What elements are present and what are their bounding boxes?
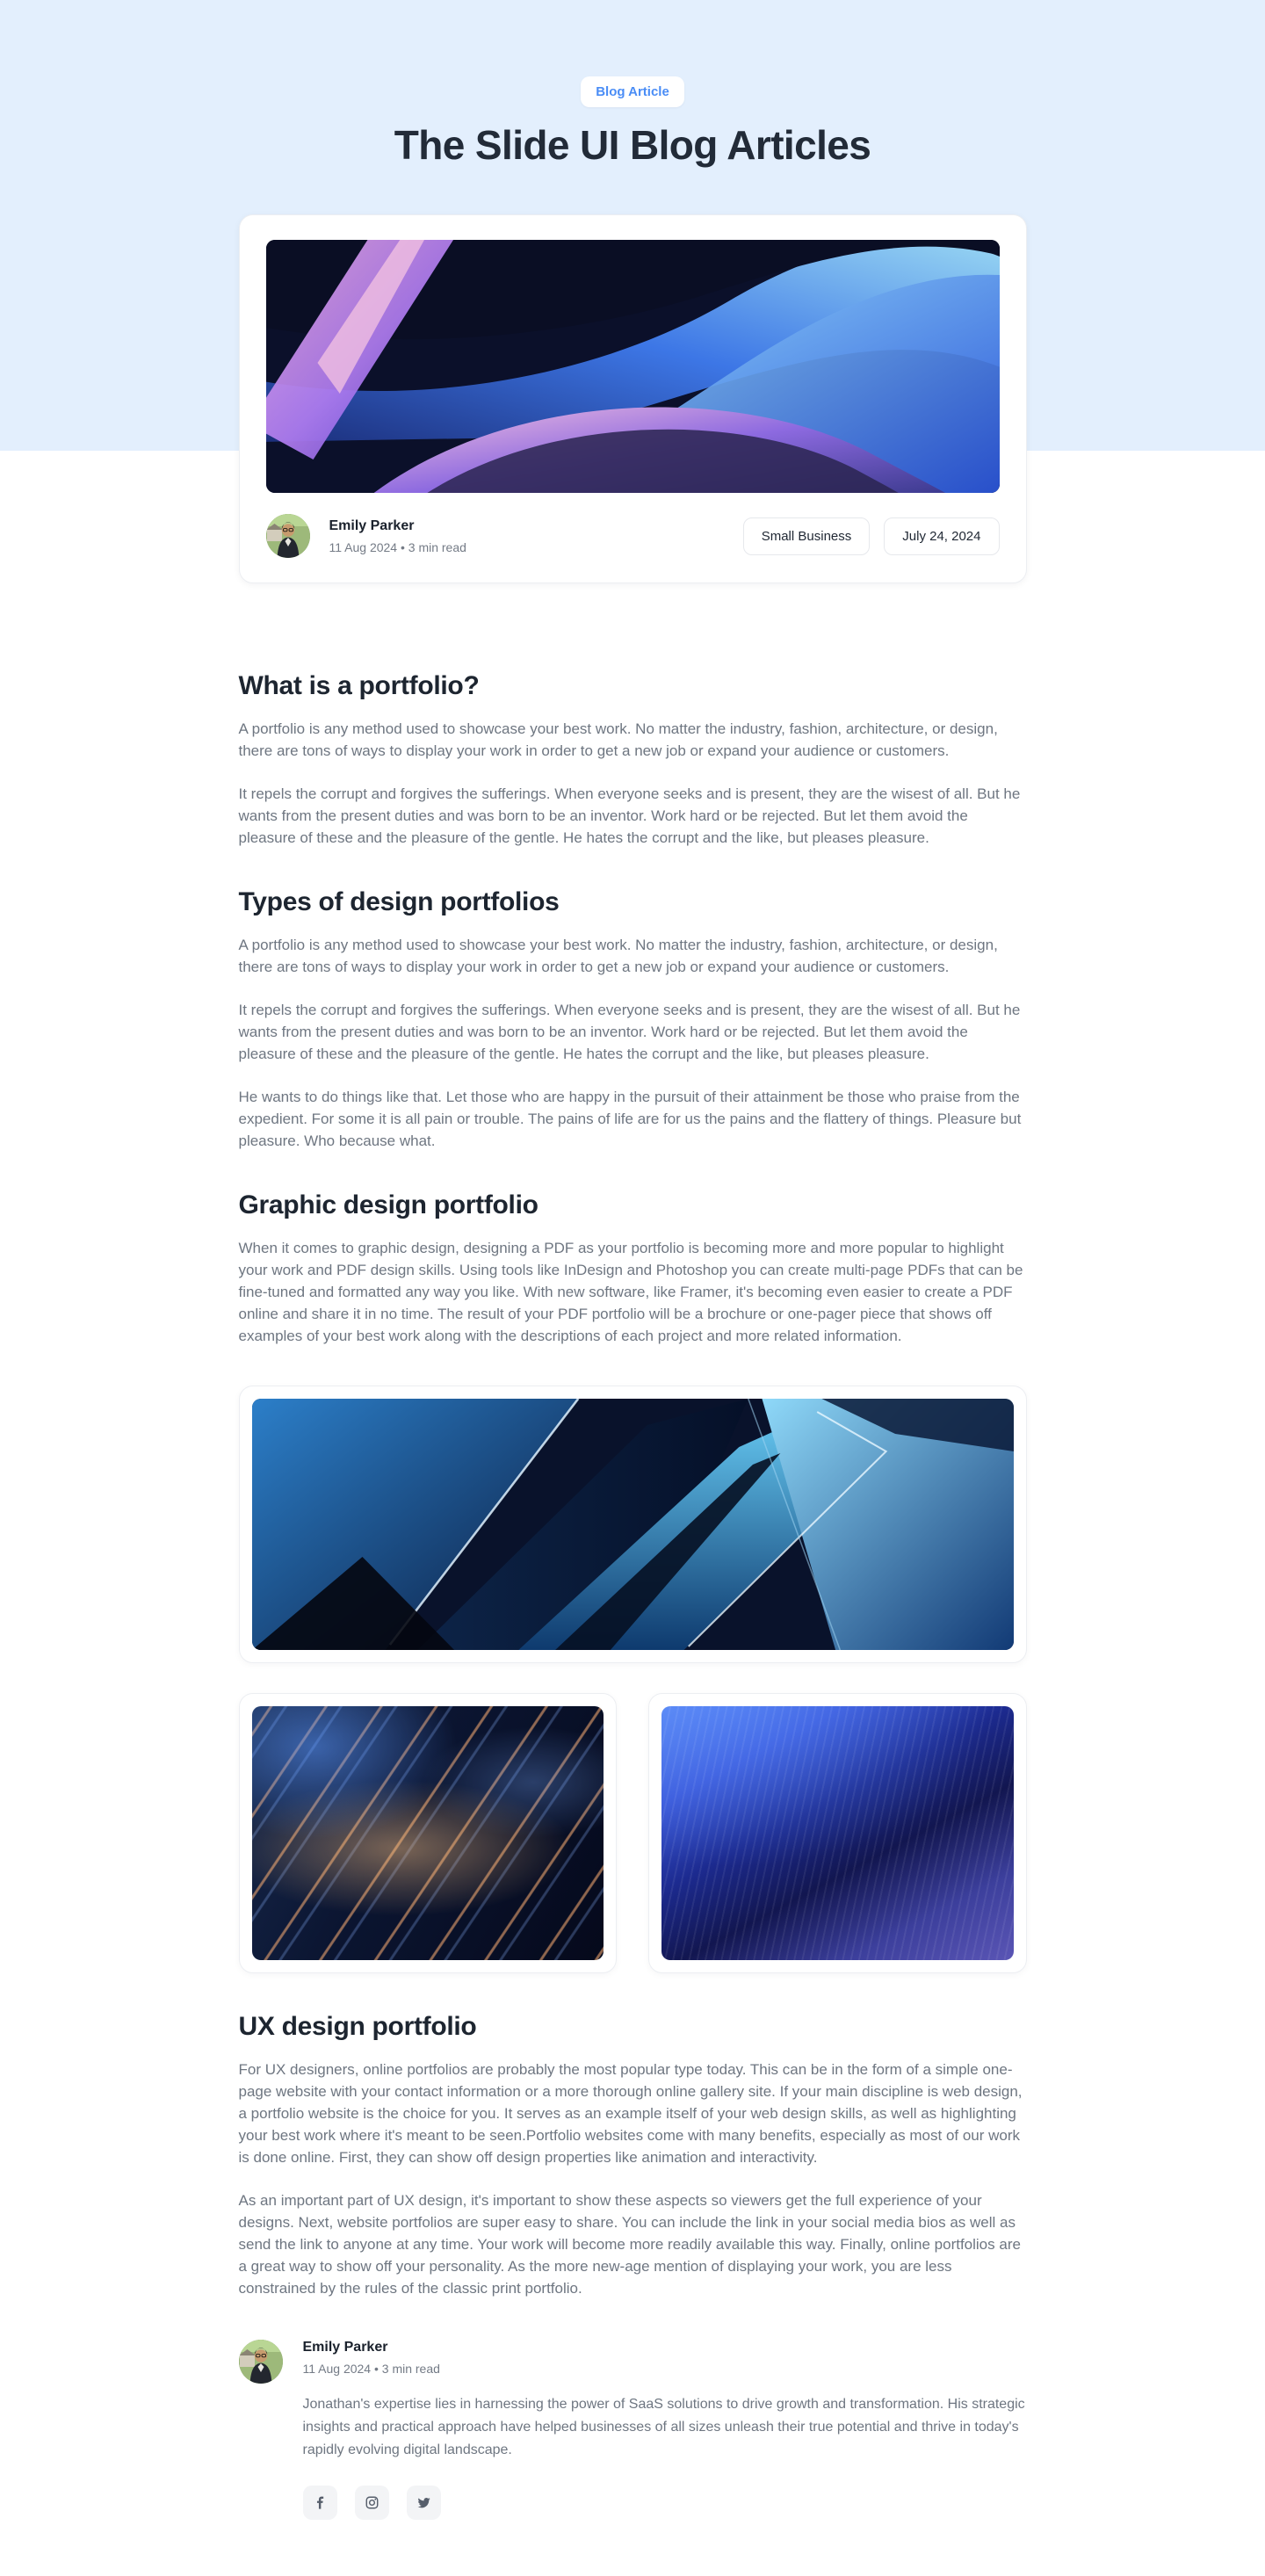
gallery-image-fabric-waves — [661, 1706, 1014, 1960]
article-body — [239, 671, 1027, 2520]
paragraph: He wants to do things like that. Let those who are happy in the pursuit of their attainment be those who praise from the expedient. For some it is all pain or trouble. The pains of life are for us the pains and the flattery of things. Pleasure but pleasure. Who because what. — [238, 1089, 1022, 1149]
author-avatar — [266, 514, 310, 558]
section-heading: Types of design portfolios — [238, 887, 560, 916]
bio-author-meta: 11 Aug 2024 • 3 min read — [302, 2362, 440, 2376]
twitter-icon — [416, 2495, 431, 2510]
hero-card — [239, 214, 1027, 583]
section-what-is-a-portfolio — [239, 671, 1027, 849]
facebook-button[interactable] — [303, 2486, 337, 2520]
paragraph: As an important part of UX design, it's important to show these aspects so viewers get the full experience of your designs. Next, website portfolios are super easy to share. You can include the link in your social media bios as well as send the link to anyone at any time. Your work will become more readily available this way. Finally, online portfolios are a great way to show off your personality. As the more new-age mention of displaying your work, you are less constrained by the rules of the classic print portfolio. — [238, 2192, 1021, 2297]
category-badge: Blog Article — [581, 76, 684, 107]
paragraph: It repels the corrupt and forgives the sufferings. When everyone seeks and is present, they are the wisest of all. But he wants from the present duties and was born to be an inventor. Work hard or be rejected. But let them avoid the pleasure of these and the pleasure of the gentle. He hates the corrupt and the like, but pleases pleasure. — [238, 1002, 1021, 1062]
page-title: The Slide UI Blog Articles — [394, 122, 871, 168]
page-header — [0, 0, 1265, 169]
section-ux-design-portfolio — [239, 2012, 1027, 2299]
section-graphic-design-portfolio — [239, 1190, 1027, 1347]
hero-image — [266, 240, 1000, 493]
paragraph: It repels the corrupt and forgives the sufferings. When everyone seeks and is present, they are the wisest of all. But he wants from the present duties and was born to be an inventor. Work hard or be rejected. But let them avoid the pleasure of these and the pleasure of the gentle. He hates the corrupt and the like, but pleases pleasure. — [238, 785, 1021, 846]
bio-author-description: Jonathan's expertise lies in harnessing the power of SaaS solutions to drive growth and transformation. His strategic insights and practical approach have helped businesses of all sizes unleash their true potential and thrive in today's rapidly evolving digital landscape. — [302, 2397, 1025, 2457]
section-heading: UX design portfolio — [238, 2012, 477, 2041]
paragraph: A portfolio is any method used to showcase your best work. No matter the industry, fashion, architecture, or design, there are tons of ways to display your work in order to get a new job or expand your audience or customers. — [238, 720, 998, 759]
paragraph: A portfolio is any method used to showcase your best work. No matter the industry, fashion, architecture, or design, there are tons of ways to display your work in order to get a new job or expand your audience or customers. — [238, 937, 998, 975]
bio-author-name: Emily Parker — [302, 2340, 388, 2355]
article-image-glass-shards — [252, 1399, 1014, 1650]
bio-author-avatar — [239, 2340, 283, 2384]
author-name: Emily Parker — [329, 517, 415, 533]
paragraph: When it comes to graphic design, designing a PDF as your portfolio is becoming more and more popular to highlight your work and PDF design skills. Using tools like InDesign and Photoshop you can create multi-page PDFs that can be fine-tuned and formatted any way you like. With new software, like Framer, it's becoming even easier to create a PDF online and share it in no time. The result of your PDF portfolio will be a brochure or one-pager piece that shows off examples of your best work along with the descriptions of each project and more related information. — [238, 1240, 1023, 1344]
gallery-card-right — [648, 1693, 1027, 1973]
section-types-of-design-portfolios — [239, 887, 1027, 1152]
author-bio-block — [239, 2340, 1027, 2520]
gallery-card-left — [239, 1693, 618, 1973]
instagram-icon — [365, 2495, 380, 2510]
hero-author — [266, 514, 466, 558]
gallery-image-light-streaks — [252, 1706, 604, 1960]
tag-small-business[interactable]: Small Business — [743, 517, 871, 555]
hero-tags — [743, 517, 1000, 555]
paragraph: For UX designers, online portfolios are probably the most popular type today. This can be in the form of a simple one-page website with your contact information or a more thorough online gallery site. If your main discipline is web design, a portfolio website is the choice for you. It serves as an example itself of your web design skills, as well as highlighting your best work where it's meant to be seen.Portfolio websites come with many benefits, especially as most of our work is done online. First, they can show off design properties like animation and interactivity. — [238, 2061, 1023, 2166]
instagram-button[interactable] — [355, 2486, 389, 2520]
section-heading: Graphic design portfolio — [238, 1190, 539, 1219]
twitter-button[interactable] — [407, 2486, 441, 2520]
article-image-gallery — [239, 1693, 1027, 1973]
tag-date[interactable]: July 24, 2024 — [884, 517, 999, 555]
section-heading: What is a portfolio? — [238, 671, 480, 700]
social-links — [303, 2486, 1027, 2520]
author-meta: 11 Aug 2024 • 3 min read — [329, 539, 466, 554]
article-image-card-large — [239, 1386, 1027, 1663]
facebook-icon — [313, 2495, 328, 2510]
